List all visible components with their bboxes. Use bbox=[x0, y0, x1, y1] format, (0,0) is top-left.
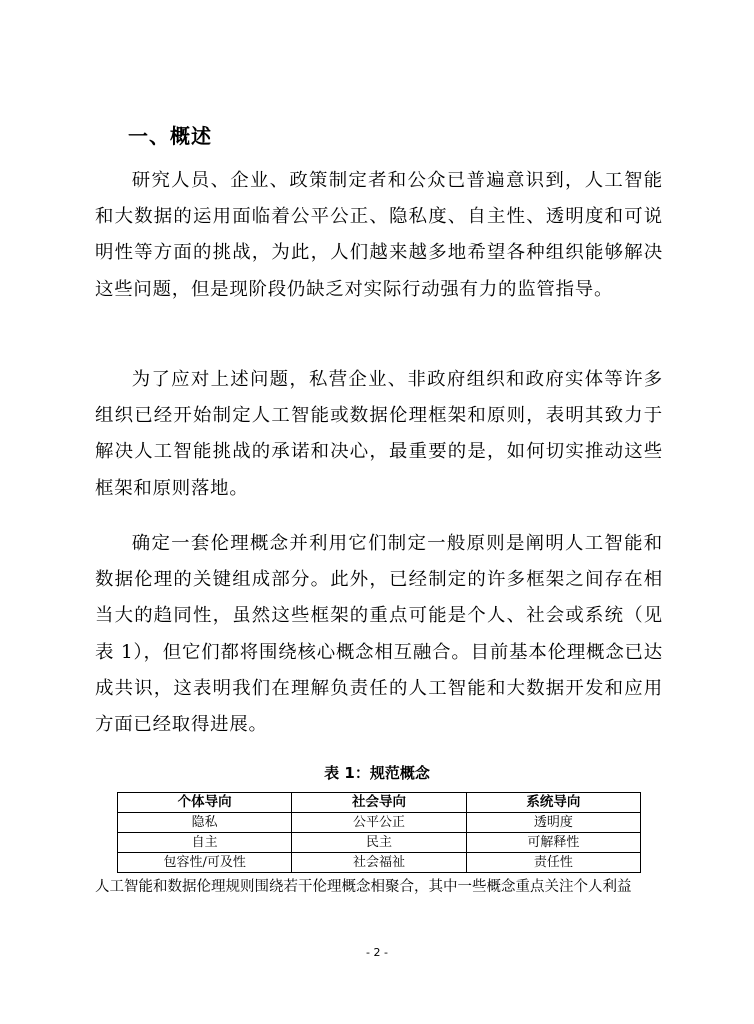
norms-table bbox=[117, 792, 641, 873]
table-caption: 表 1：规范概念 bbox=[324, 764, 430, 782]
table-note: 人工智能和数据伦理规则围绕若干伦理概念相聚合，其中一些概念重点关注个人利益 bbox=[95, 879, 632, 895]
table-cell: 自主 bbox=[118, 833, 292, 853]
table-row bbox=[118, 853, 641, 873]
table-cell: 透明度 bbox=[466, 813, 640, 833]
paragraph-overview-1: 研究人员、企业、政策制定者和公众已普遍意识到，人工智能和大数据的运用面临着公平公正、隐私度、自主性、透明度和可说明性等方面的挑战，为此，人们越来越多地希望各种组织能够解决这些问题，但是现阶段仍缺乏对实际行动强有力的监管指导。 bbox=[95, 170, 663, 300]
paragraph-overview-2: 为了应对上述问题，私营企业、非政府组织和政府实体等许多组织已经开始制定人工智能或数据伦理框架和原则，表明其致力于解决人工智能挑战的承诺和决心，最重要的是，如何切实推动这些框架和原则落地。 bbox=[95, 369, 663, 499]
table-cell: 公平公正 bbox=[292, 813, 466, 833]
table-cell: 包容性/可及性 bbox=[118, 853, 292, 873]
table-cell: 隐私 bbox=[118, 813, 292, 833]
table-cell: 可解释性 bbox=[466, 833, 640, 853]
table-header-cell: 系统导向 bbox=[466, 793, 640, 813]
table-header-row bbox=[118, 793, 641, 813]
table-row bbox=[118, 833, 641, 853]
table-header-cell: 社会导向 bbox=[292, 793, 466, 813]
paragraph-overview-3: 确定一套伦理概念并利用它们制定一般原则是阐明人工智能和数据伦理的关键组成部分。此外，已经制定的许多框架之间存在相当大的趋同性，虽然这些框架的重点可能是个人、社会或系统（见表 1），但它们都将围绕核心概念相互融合。目前基本伦理概念已达成共识，这表明我们在理解负责任的人工智能和大数据开发和应用方面已经取得进展。 bbox=[95, 533, 663, 736]
page-number: - 2 - bbox=[366, 946, 388, 959]
table-cell: 社会福祉 bbox=[292, 853, 466, 873]
table-header-cell: 个体导向 bbox=[118, 793, 292, 813]
table-cell: 民主 bbox=[292, 833, 466, 853]
table-row bbox=[118, 813, 641, 833]
section-heading: 一、概述 bbox=[128, 124, 212, 148]
table-cell: 责任性 bbox=[466, 853, 640, 873]
